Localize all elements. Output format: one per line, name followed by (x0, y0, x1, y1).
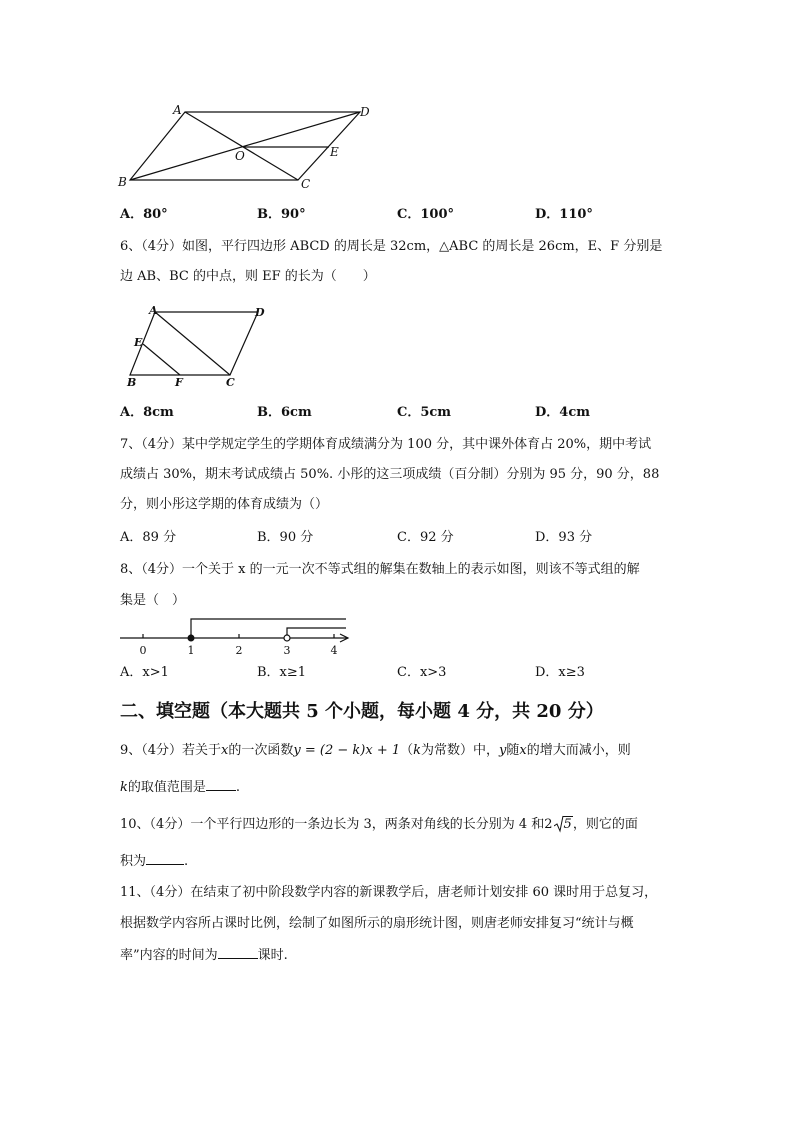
q10-prefix: 10、（4分）一个平行四边形的一条边长为 3，两条对角线的长分别为 4 和 (120, 817, 545, 832)
q7-text-line2: 成绩占 30%，期末考试成绩占 50%. 小彤的这三项成绩（百分制）分别为 95 分，90 分，88 (120, 467, 660, 482)
fig6-label-b: B (127, 376, 137, 389)
q9-text-line2 (120, 778, 240, 797)
q8-text-line1: 8、（4分）一个关于 x 的一元一次不等式组的解集在数轴上的表示如图，则该不等式组的解 (120, 562, 640, 577)
fig6-label-d: D (255, 306, 265, 319)
q9-prefix: 9、（4分）若关于 (120, 743, 222, 758)
number-line-tick-2: 2 (235, 644, 243, 657)
q7-option-d[interactable]: D．93 分 (535, 530, 593, 545)
q10-sqrt-value: 5 (563, 817, 572, 832)
q9-line2-text: 的取值范围是 (127, 780, 206, 795)
q6-parallelogram-figure (125, 302, 275, 392)
fig5-label-e: E (330, 145, 339, 159)
q8-option-c[interactable]: C．x>3 (397, 665, 447, 680)
q5-parallelogram-figure (115, 100, 385, 195)
fig5-label-b: B (118, 175, 127, 189)
q9-text-d: 随 (506, 743, 520, 758)
q9-var-y: y (499, 743, 507, 758)
q8-option-d[interactable]: D．x≥3 (535, 665, 585, 680)
q6-option-d[interactable]: D．4cm (535, 405, 590, 420)
q11-line3-text: 率”内容的时间为 (120, 948, 218, 963)
fig6-label-f: F (175, 376, 183, 389)
q9-text-c: 为常数）中， (421, 743, 500, 758)
q10-sqrt-sign (554, 816, 573, 834)
q7-option-b[interactable]: B．90 分 (257, 530, 314, 545)
fig5-label-d: D (360, 105, 370, 119)
number-line-tick-1: 1 (187, 644, 195, 657)
q6-option-a[interactable]: A．8cm (120, 405, 174, 420)
q10-text-line2 (120, 852, 188, 871)
q5-option-a[interactable]: A．80° (120, 207, 168, 222)
q7-option-a[interactable]: A．89 分 (120, 530, 177, 545)
q9-line2-var-k: k (120, 780, 128, 795)
q6-text-line1: 6、（4分）如图，平行四边形 ABCD 的周长是 32cm，△ABC 的周长是 26cm，E、F 分别是 (120, 239, 663, 254)
q6-text-line2: 边 AB、BC 的中点，则 EF 的长为（ ） (120, 269, 376, 284)
q9-formula: y = (2 − k)x + 1 (293, 743, 401, 758)
q5-option-b[interactable]: B．90° (257, 207, 306, 222)
fig5-label-c: C (301, 177, 311, 191)
q9-text-e: 的增大而减小，则 (526, 743, 631, 758)
fig6-label-e: E (134, 336, 143, 349)
number-line-tick-4: 4 (330, 644, 338, 657)
q7-text-line1: 7、（4分）某中学规定学生的学期体育成绩满分为 100 分，其中课外体育占 20%，期中考试 (120, 437, 652, 452)
q8-option-a[interactable]: A．x>1 (120, 665, 169, 680)
q8-option-b[interactable]: B．x≥1 (257, 665, 307, 680)
q10-line2-text: 积为 (120, 854, 147, 869)
q10-answer-blank[interactable] (146, 852, 184, 865)
number-line-tick-0: 0 (139, 644, 147, 657)
q8-text-line2: 集是（ ） (120, 593, 186, 608)
q9-var-k: k (413, 743, 422, 758)
q10-sqrt-coef: 2 (544, 817, 553, 832)
q5-option-d[interactable]: D．110° (535, 207, 593, 222)
section-heading-fill-in: 二、填空题（本大题共 5 个小题，每小题 4 分，共 20 分） (120, 701, 604, 722)
q11-answer-blank[interactable] (218, 946, 258, 959)
q6-option-c[interactable]: C．5cm (397, 405, 452, 420)
fig5-label-a: A (173, 103, 182, 117)
q11-text-line2: 根据数学内容所占课时比例，绘制了如图所示的扇形统计图，则唐老师安排复习“统计与概 (120, 916, 634, 931)
q11-line3-end: 课时. (257, 948, 288, 963)
q10-text-line1 (120, 816, 638, 834)
q6-option-b[interactable]: B．6cm (257, 405, 312, 420)
q10-suffix: ，则它的面 (572, 817, 638, 832)
q9-text-b: （ (400, 743, 414, 758)
number-line-tick-3: 3 (283, 644, 291, 657)
q9-text-a: 的一次函数 (228, 743, 294, 758)
fig6-label-a: A (149, 304, 158, 317)
q10-line2-end: . (184, 854, 189, 869)
q8-number-line (118, 614, 358, 658)
q9-text-line1 (120, 742, 631, 760)
q11-text-line3 (120, 946, 288, 965)
q7-option-c[interactable]: C．92 分 (397, 530, 454, 545)
fig6-label-c: C (226, 376, 235, 389)
q11-text-line1: 11、（4分）在结束了初中阶段数学内容的新课教学后，唐老师计划安排 60 课时用于总复习， (120, 885, 658, 900)
q9-answer-blank[interactable] (206, 778, 236, 791)
q9-var-x: x (221, 743, 229, 758)
q9-line2-end: . (235, 780, 241, 795)
q7-text-line3: 分，则小彤这学期的体育成绩为（） (120, 497, 329, 512)
fig5-label-o: O (235, 149, 245, 163)
q5-option-c[interactable]: C．100° (397, 207, 454, 222)
q9-var-x2: x (519, 743, 527, 758)
